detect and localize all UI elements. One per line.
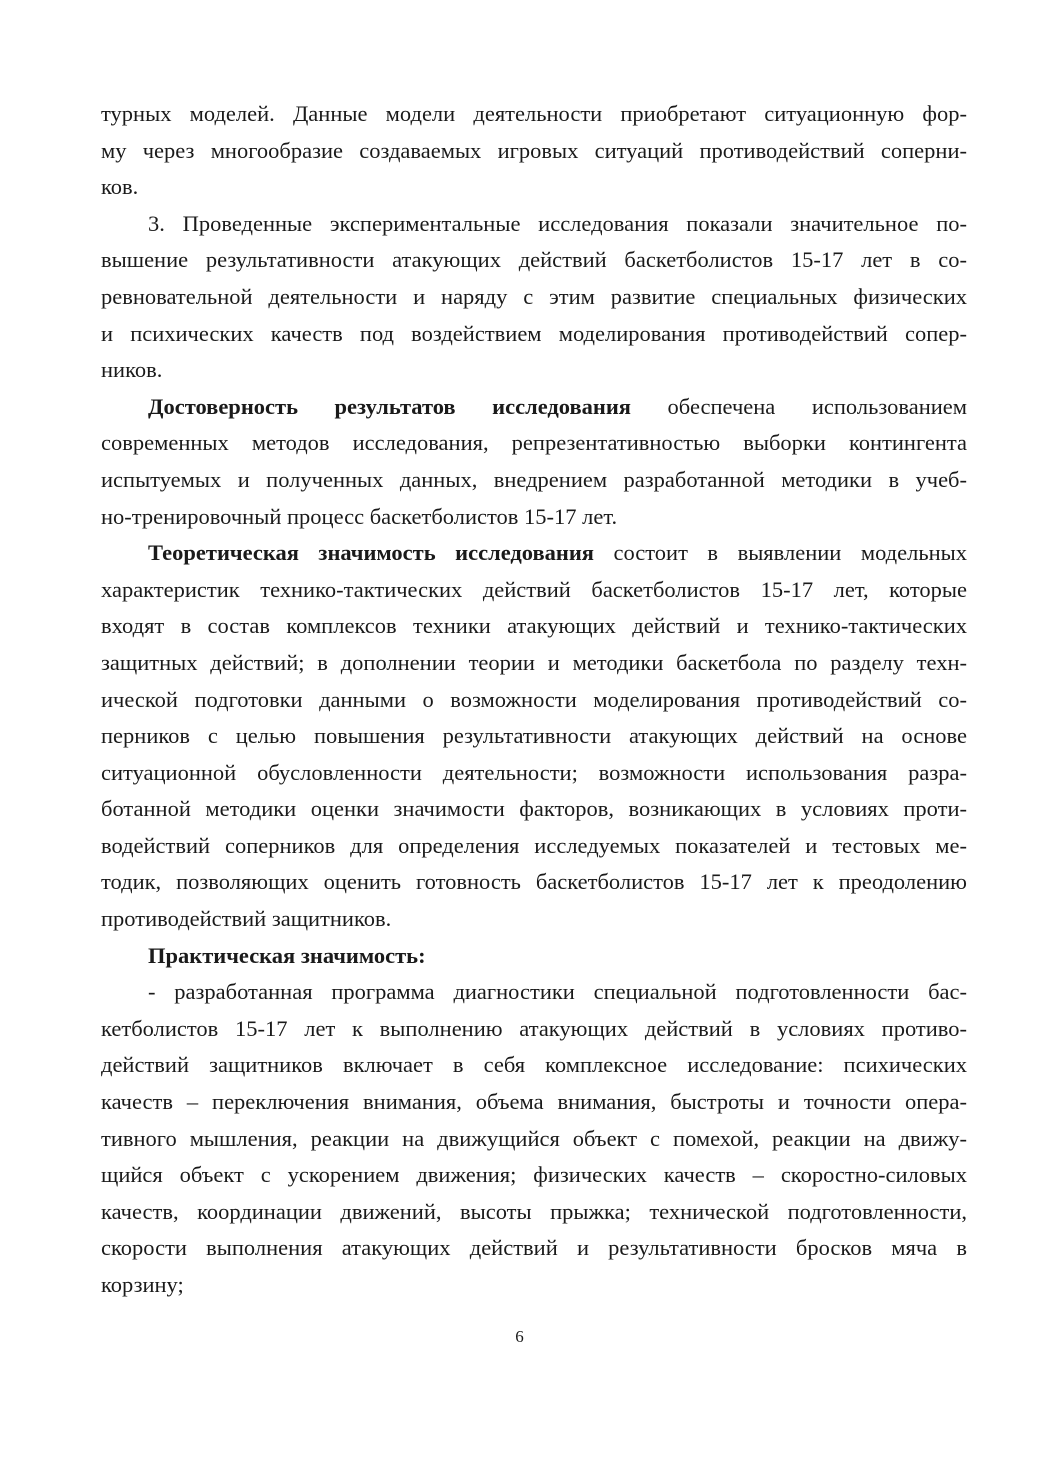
page-number: 6	[515, 1327, 524, 1346]
text-line: корзину;	[101, 1272, 184, 1297]
text-line: вышение результативности атакующих действий баскетболистов 15-17 лет в со-	[101, 247, 967, 273]
text-line: действий защитников включает в себя комплексное исследование: психических	[101, 1052, 967, 1078]
text-line: тивного мышления, реакции на движущийся объект с помехой, реакции на движу-	[101, 1125, 967, 1151]
text-line: ситуационной обусловленности деятельности; возможности использования разра-	[101, 759, 967, 785]
text-line: перников с целью повышения результативности атакующих действий на основе	[101, 723, 967, 749]
text-line: турных моделей. Данные модели деятельности приобретают ситуационную фор-	[101, 101, 967, 126]
text-run: обеспечена использованием	[630, 393, 967, 419]
text-line: противодействий защитников.	[101, 906, 392, 932]
section-heading: Достоверность результатов исследования	[148, 393, 631, 419]
section-heading: Практическая значимость:	[148, 942, 426, 968]
text-line: современных методов исследования, репрезентативностью выборки контингента	[101, 430, 967, 456]
text-line: кетболистов 15-17 лет к выполнению атакующих действий в условиях противо-	[101, 1015, 967, 1041]
section-heading: Теоретическая значимость исследования	[148, 540, 594, 566]
text-line: испытуемых и полученных данных, внедрением разработанной методики в учеб-	[101, 466, 967, 492]
text-line: но-тренировочный процесс баскетболистов 15-17 лет.	[101, 503, 618, 529]
text-line: - разработанная программа диагностики специальной подготовленности бас-	[148, 979, 967, 1005]
text-line: ревновательной деятельности и наряду с этим развитие специальных физических	[101, 283, 967, 309]
text-line: ков.	[101, 174, 139, 200]
text-body	[101, 96, 967, 1304]
text-line: ников.	[101, 357, 163, 383]
text-line: скорости выполнения атакующих действий и результативности бросков мяча в	[101, 1235, 967, 1261]
text-line: и психических качеств под воздействием моделирования противодействий сопер-	[101, 320, 967, 346]
text-line: му через многообразие создаваемых игровых ситуаций противодействий соперни-	[101, 137, 967, 163]
text-line: качеств, координации движений, высоты прыжка; технической подготовленности,	[101, 1198, 967, 1224]
text-line	[101, 938, 967, 975]
text-run: состоит в выявлении модельных	[593, 540, 968, 566]
text-line: водействий соперников для определения исследуемых показателей и тестовых ме-	[101, 832, 967, 858]
text-line: качеств – переключения внимания, объема внимания, быстроты и точности опера-	[101, 1089, 967, 1115]
text-line	[101, 535, 967, 572]
text-line: защитных действий; в дополнении теории и методики баскетбола по разделу техн-	[101, 649, 967, 675]
text-line: тодик, позволяющих оценить готовность баскетболистов 15-17 лет к преодолению	[101, 869, 967, 895]
text-line: щийся объект с ускорением движения; физических качеств – скоростно-силовых	[101, 1162, 967, 1188]
text-line: ической подготовки данными о возможности моделирования противодействий со-	[101, 686, 967, 712]
text-line: 3. Проведенные экспериментальные исследования показали значительное по-	[148, 210, 967, 236]
text-line: ботанной методики оценки значимости факторов, возникающих в условиях проти-	[101, 796, 967, 822]
text-line: входят в состав комплексов техники атакующих действий и технико-тактических	[101, 613, 967, 639]
text-line	[101, 389, 967, 426]
text-line: характеристик технико-тактических действий баскетболистов 15-17 лет, которые	[101, 576, 967, 602]
